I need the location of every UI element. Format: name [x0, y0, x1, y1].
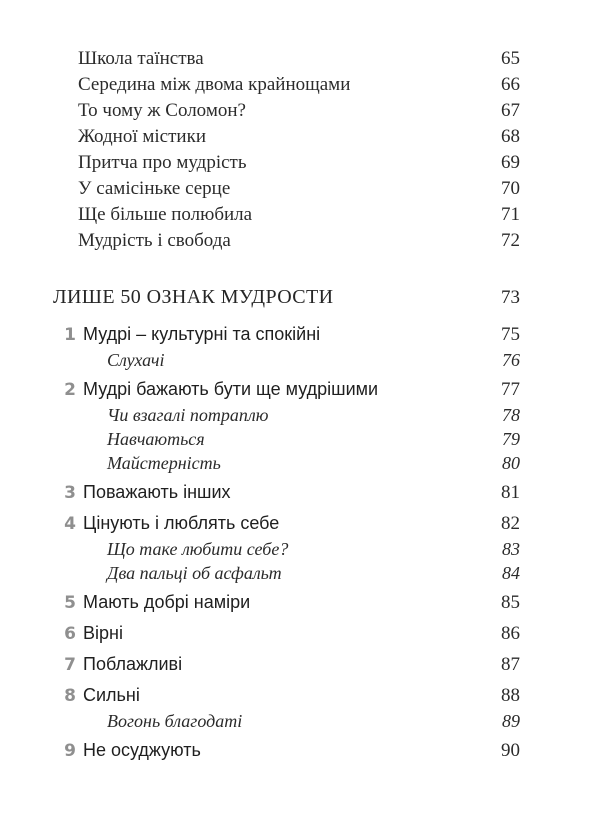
chapter-row [0, 683, 600, 709]
chapter-title: Вірні [83, 623, 123, 643]
entry-title: Мудрість і свобода [78, 230, 231, 251]
sub-entry-row [0, 537, 600, 561]
chapter-page-number: 88 [501, 685, 520, 706]
chapter-number: 3 [64, 483, 76, 503]
sub-entry-row [0, 451, 600, 475]
chapter-title: Поважають інших [83, 482, 231, 502]
sub-entry-title: Що таке любити себе? [107, 539, 289, 559]
chapter-number: 5 [64, 593, 76, 613]
entry-title: Середина між двома крайнощами [78, 74, 351, 95]
chapter-number: 4 [64, 514, 76, 534]
sub-entry-page-number: 83 [502, 539, 520, 559]
chapter-row [0, 322, 600, 348]
entry-title: Жодної містики [78, 126, 206, 147]
toc-entry-row [0, 72, 600, 98]
chapter-title: Сильні [83, 685, 140, 705]
intro-entries-list [0, 46, 600, 254]
toc-entry-row [0, 150, 600, 176]
entry-title: Притча про мудрість [78, 152, 247, 173]
chapter-title: Мають добрі наміри [83, 592, 251, 612]
chapter-title: Цінують і люблять себе [83, 513, 280, 533]
entry-page-number: 71 [501, 204, 520, 225]
sub-entry-title: Чи взагалі потраплю [107, 405, 269, 425]
chapter-title: Мудрі – культурні та спокійні [83, 324, 321, 344]
chapter-row [0, 621, 600, 647]
chapter-number: 9 [64, 741, 76, 761]
entry-title: Ще більше полюбила [78, 204, 253, 225]
entry-page-number: 65 [501, 48, 520, 69]
chapter-entries-list [0, 322, 600, 764]
chapter-page-number: 85 [501, 592, 520, 613]
chapter-page-number: 75 [501, 324, 520, 345]
sub-entry-page-number: 84 [502, 563, 520, 583]
chapter-title: Поблажливі [83, 654, 183, 674]
chapter-number: 8 [64, 686, 76, 706]
section-page-number: 73 [501, 287, 520, 308]
sub-entry-title: Слухачі [107, 350, 165, 370]
chapter-row [0, 590, 600, 616]
toc-entry-row [0, 98, 600, 124]
sub-entry-title: Вогонь благодаті [107, 711, 243, 731]
entry-title: У самісіньке серце [78, 178, 231, 199]
chapter-number: 1 [64, 325, 76, 345]
toc-entry-row [0, 124, 600, 150]
sub-entry-page-number: 78 [502, 405, 520, 425]
entry-title: Школа таїнства [78, 48, 204, 69]
chapter-page-number: 90 [501, 740, 520, 761]
entry-page-number: 66 [501, 74, 520, 95]
sub-entry-page-number: 89 [502, 711, 520, 731]
sub-entry-row [0, 709, 600, 733]
sub-entry-row [0, 403, 600, 427]
sub-entry-title: Два пальці об асфальт [107, 563, 282, 583]
chapter-row [0, 652, 600, 678]
chapter-page-number: 81 [501, 482, 520, 503]
chapter-row [0, 511, 600, 537]
toc-entry-row [0, 176, 600, 202]
chapter-row [0, 480, 600, 506]
chapter-number: 7 [64, 655, 76, 675]
entry-page-number: 68 [501, 126, 520, 147]
section-title: ЛИШЕ 50 ОЗНАК МУДРОСТИ [53, 286, 334, 308]
entry-page-number: 69 [501, 152, 520, 173]
chapter-page-number: 77 [501, 379, 520, 400]
chapter-title: Мудрі бажають бути ще мудрішими [83, 379, 379, 399]
sub-entry-page-number: 79 [502, 429, 520, 449]
entry-page-number: 70 [501, 178, 520, 199]
sub-entry-row [0, 427, 600, 451]
chapter-page-number: 86 [501, 623, 520, 644]
toc-entry-row [0, 228, 600, 254]
toc-entry-row [0, 46, 600, 72]
sub-entry-page-number: 76 [502, 350, 520, 370]
sub-entry-title: Майстерність [107, 453, 221, 473]
chapter-row [0, 377, 600, 403]
chapter-number: 2 [64, 380, 76, 400]
entry-page-number: 67 [501, 100, 520, 121]
sub-entry-page-number: 80 [502, 453, 520, 473]
sub-entry-title: Навчаються [107, 429, 205, 449]
sub-entry-row [0, 561, 600, 585]
section-heading-row [0, 284, 600, 311]
chapter-page-number: 87 [501, 654, 520, 675]
chapter-number: 6 [64, 624, 76, 644]
sub-entry-row [0, 348, 600, 372]
chapter-title: Не осуджують [83, 740, 201, 760]
entry-title: То чому ж Соломон? [78, 100, 246, 121]
chapter-row [0, 738, 600, 764]
entry-page-number: 72 [501, 230, 520, 251]
toc-entry-row [0, 202, 600, 228]
chapter-page-number: 82 [501, 513, 520, 534]
